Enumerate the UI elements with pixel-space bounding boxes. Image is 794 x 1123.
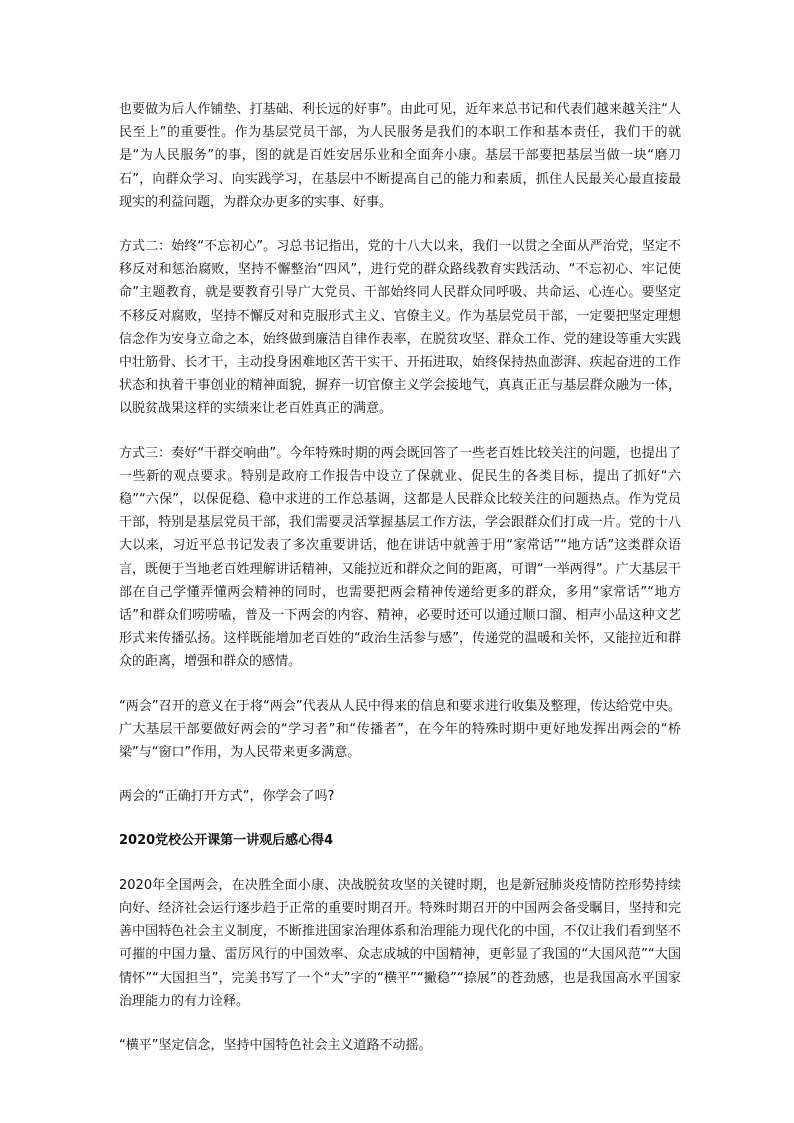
paragraph-5: 两会的“正确打开方式”，你学会了吗?	[119, 789, 335, 805]
paragraph-2: 方式二：始终“不忘初心”。习总书记指出，党的十八大以来，我们一以贯之全面从严治党，坚定不移反对和惩治腐败，坚持不懈整治“四风”，进行党的群众路线教育实践活动、“不忘初心、牢记使命”主题教育，就是要教育引导广大党员、干部始终同人民群众同呼吸、共命运、心连心。要坚定不移反对腐败，坚持不懈反对和克服形式主义、官僚主义。作为基层党员干部，一定要把坚定理想信念作为安身立命之本，始终做到廉洁自律作表率，在脱贫攻坚、群众工作、党的建设等重大实践中壮筋骨、长才干，主动投身困难地区苦干实干、开拓进取，始终保持热血澎湃、疾起奋进的工作状态和执着干事创业的精神面貌，摒弃一切官僚主义学会接地气，真真正正与基层群众融为一体，以脱贫战果这样的实绩来让老百姓真正的满意。	[119, 239, 681, 417]
document-body	[119, 98, 681, 1078]
paragraph-6: 2020年全国两会，在决胜全面小康、决战脱贫攻坚的关键时期，也是新冠肺炎疫情防控形势持续向好、经济社会运行逐步趋于正常的重要时期召开。特殊时期召开的中国两会备受瞩目，坚持和完善中国特色社会主义制度，不断推进国家治理体系和治理能力现代化的中国，不仅让我们看到坚不可摧的中国力量、雷厉风行的中国效率、众志成城的中国精神，更彰显了我国的“大国风范”“大国情怀”“大国担当”，完美书写了一个“大”字的“横平”“撇稳”“捺展”的苍劲感，也是我国高水平国家治理能力的有力诠释。	[119, 877, 681, 1009]
paragraph-3: 方式三：奏好“干群交响曲”。今年特殊时期的两会既回答了一些老百姓比较关注的问题，也提出了一些新的观点要求。特别是政府工作报告中设立了保就业、促民生的各类目标，提出了抓好“六稳”“六保”，以保促稳、稳中求进的工作总基调，这都是人民群众比较关注的问题热点。作为党员干部，特别是基层党员干部，我们需要灵活掌握基层工作方法，学会跟群众们打成一片。党的十八大以来，习近平总书记发表了多次重要讲话，他在讲话中就善于用“家常话”“地方话”这类群众语言，既便于当地老百姓理解讲话精神，又能拉近和群众之间的距离，可谓“一举两得”。广大基层干部在自己学懂弄懂两会精神的同时，也需要把两会精神传递给更多的群众，多用“家常话”“地方话”和群众们唠唠嗑，普及一下两会的内容、精神，必要时还可以通过顺口溜、相声小品这种文艺形式来传播弘扬。这样既能增加老百姓的“政治生活参与感”，传递党的温暖和关怀，又能拉近和群众的距离，增强和群众的感情。	[119, 445, 681, 670]
paragraph-7: “横平”坚定信念，坚持中国特色社会主义道路不动摇。	[119, 1037, 432, 1053]
section-heading: 2020党校公开课第一讲观后感心得4	[119, 833, 334, 849]
paragraph-4: “两会”召开的意义在于将“两会”代表从人民中得来的信息和要求进行收集及整理，传达给党中央。广大基层干部要做好两会的“学习者”和“传播者”，在今年的特殊时期中更好地发挥出两会的“桥梁”与“窗口”作用，为人民带来更多满意。	[119, 698, 681, 761]
paragraph-1: 也要做为后人作铺垫、打基础、利长远的好事”。由此可见，近年来总书记和代表们越来越关注“人民至上”的重要性。作为基层党员干部，为人民服务是我们的本职工作和基本责任，我们干的就是“为人民服务”的事，图的就是百姓安居乐业和全面奔小康。基层干部要把基层当做一块“磨刀石”，向群众学习、向实践学习，在基层中不断提高自己的能力和素质，抓住人民最关心最直接最现实的利益问题，为群众办更多的实事、好事。	[119, 102, 681, 210]
